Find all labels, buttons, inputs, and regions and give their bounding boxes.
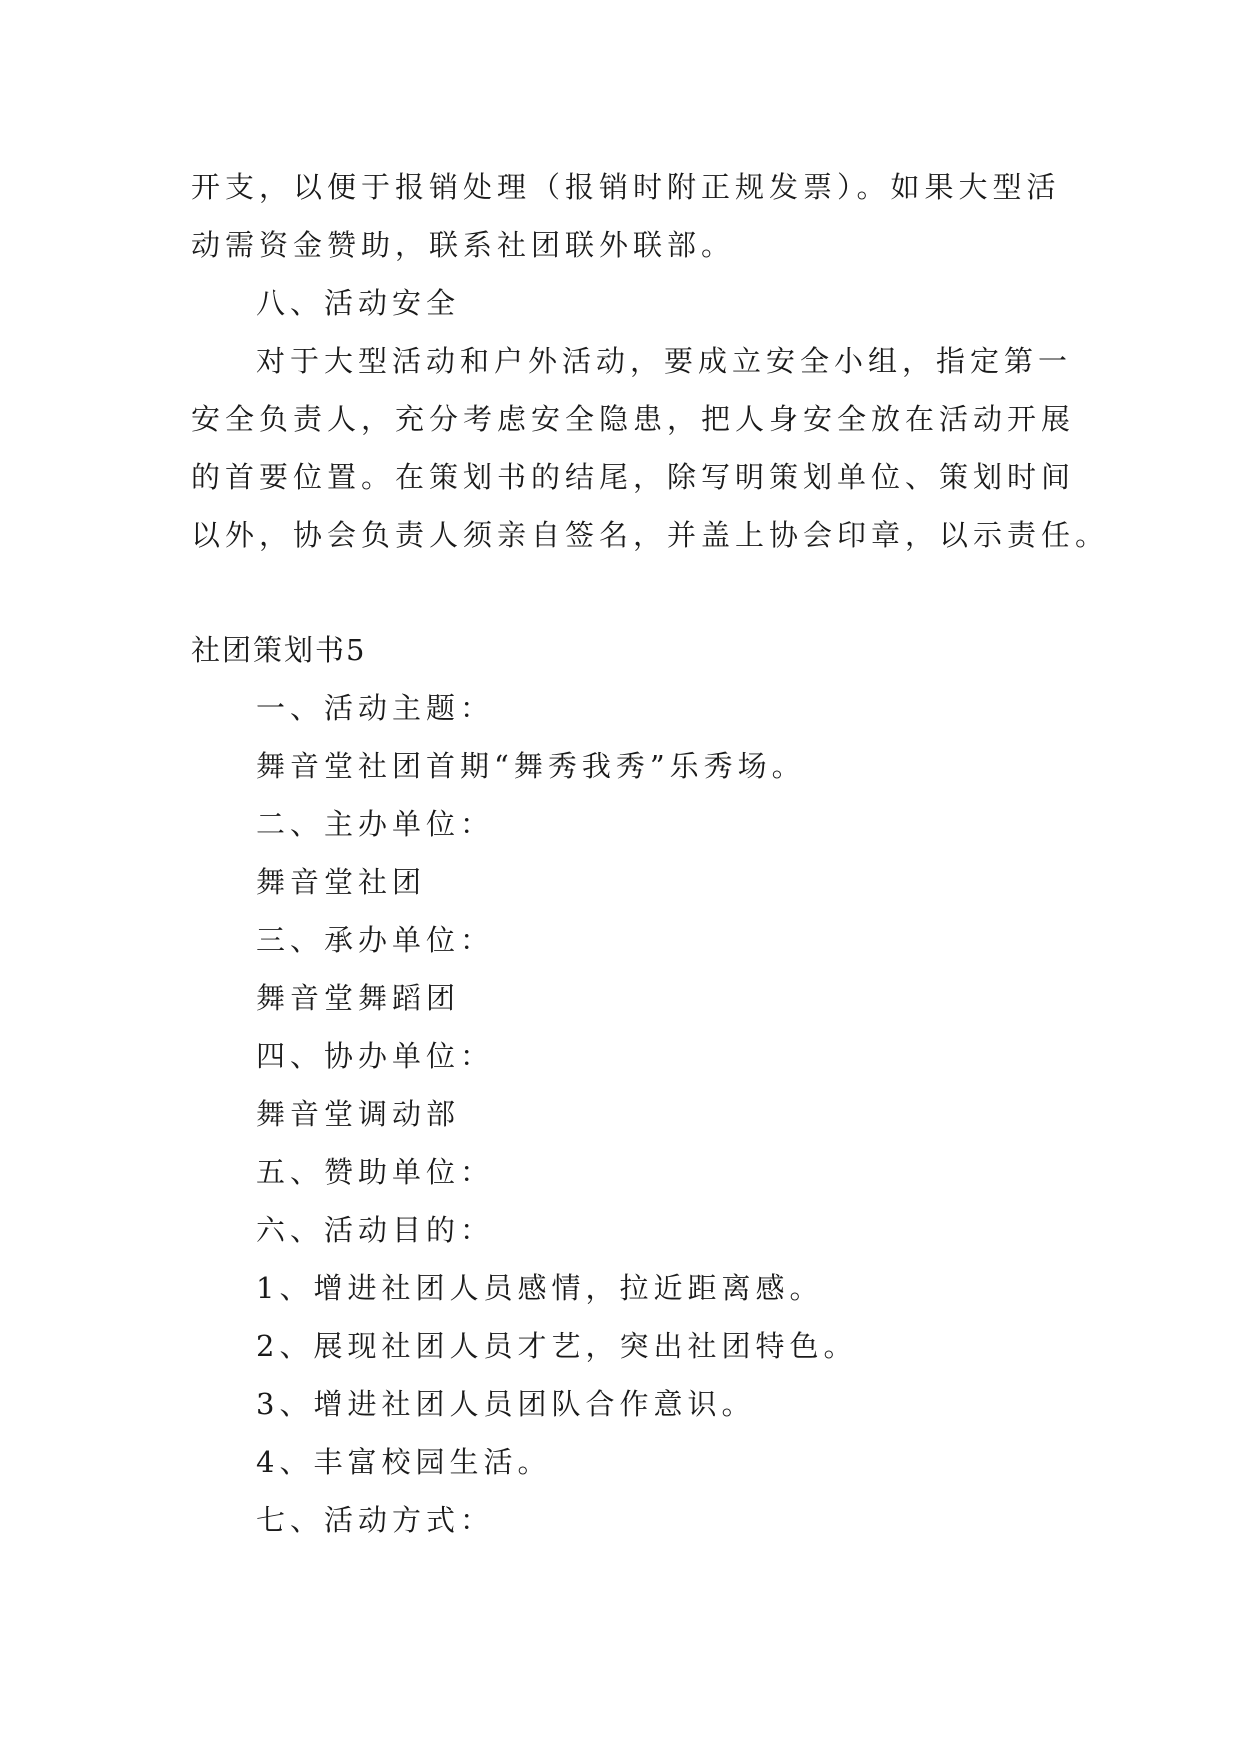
- paragraph-line: 以外，协会负责人须亲自签名，并盖上协会印章，以示责任。: [191, 518, 1110, 552]
- list-item: 3、增进社团人员团队合作意识。: [256, 1387, 756, 1421]
- list-item: 4、丰富校园生活。: [256, 1445, 552, 1479]
- paragraph-line: 开支，以便于报销处理（报销时附正规发票）。如果大型活: [191, 170, 1061, 204]
- document-title: 社团策划书5: [191, 633, 367, 667]
- section-heading: 六、活动目的：: [256, 1213, 495, 1247]
- list-item: 1、增进社团人员感情，拉近距离感。: [256, 1271, 824, 1305]
- section-heading: 四、协办单位：: [256, 1039, 495, 1073]
- section-heading: 七、活动方式：: [256, 1503, 495, 1537]
- list-item: 舞音堂调动部: [256, 1097, 461, 1131]
- paragraph-line: 动需资金赞助，联系社团联外联部。: [191, 228, 736, 262]
- section-heading: 三、承办单位：: [256, 923, 495, 957]
- section-heading: 一、活动主题：: [256, 691, 495, 725]
- section-heading: 八、活动安全: [256, 286, 461, 320]
- section-heading: 五、赞助单位：: [256, 1155, 495, 1189]
- list-item: 2、展现社团人员才艺，突出社团特色。: [256, 1329, 858, 1363]
- paragraph-line: 的首要位置。在策划书的结尾，除写明策划单位、策划时间: [191, 460, 1076, 494]
- paragraph-line: 安全负责人，充分考虑安全隐患，把人身安全放在活动开展: [191, 402, 1076, 436]
- list-item: 舞音堂舞蹈团: [256, 981, 461, 1015]
- list-item: 舞音堂社团: [256, 865, 427, 899]
- section-heading: 二、主办单位：: [256, 807, 495, 841]
- list-item: 舞音堂社团首期“舞秀我秀”乐秀场。: [256, 749, 806, 783]
- paragraph-line: 对于大型活动和户外活动，要成立安全小组，指定第一: [256, 344, 1073, 378]
